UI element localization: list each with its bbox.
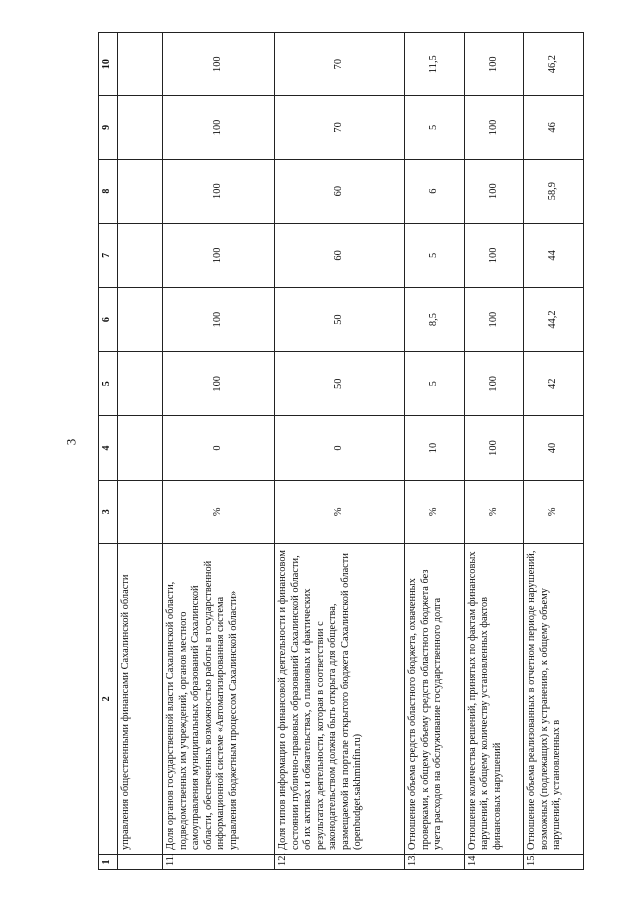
value-cell: 100: [464, 352, 524, 416]
row-number: 14: [464, 854, 524, 869]
value-cell: 100: [163, 33, 275, 96]
value-cell: 100: [464, 223, 524, 287]
indicator-text: Отношение количества решений, принятых по фактам финансовых нарушений, к общему количеству установленных фактов финансовых нарушений: [464, 543, 524, 854]
value-cell: 100: [163, 159, 275, 223]
value-cell: 5: [405, 352, 465, 416]
header-cell: 9: [99, 96, 118, 159]
unit-cell: %: [464, 480, 524, 543]
indicator-text: Отношение объема средств областного бюджета, охваченных проверками, к общему объему средств областного бюджета без учета расходов на обслуживание государственного долга: [405, 543, 465, 854]
header-cell: 3: [99, 480, 118, 543]
value-cell: 100: [464, 96, 524, 159]
value-cell: 70: [275, 96, 405, 159]
value-cell: [118, 96, 163, 159]
value-cell: 42: [524, 352, 584, 416]
value-cell: 100: [163, 96, 275, 159]
value-cell: 6: [405, 159, 465, 223]
value-cell: [118, 223, 163, 287]
value-cell: 100: [464, 287, 524, 351]
rotated-page-content: [98, 32, 584, 870]
header-cell: 7: [99, 223, 118, 287]
table-row-12: [275, 33, 405, 870]
value-cell: 46: [524, 96, 584, 159]
row-number: 15.: [524, 854, 584, 869]
unit-cell: %: [524, 480, 584, 543]
value-cell: 44: [524, 223, 584, 287]
value-cell: 100: [464, 33, 524, 96]
value-cell: 0: [163, 416, 275, 480]
value-cell: 5: [405, 223, 465, 287]
table-row-14: [464, 33, 524, 870]
unit-cell: %: [163, 480, 275, 543]
value-cell: 100: [163, 287, 275, 351]
value-cell: 100: [464, 159, 524, 223]
row-number: [118, 854, 163, 869]
indicator-text: Доля типов информации о финансовой деятельности и финансовом состоянии публично-правовых образований Сахалинской области, об их активах и обязательствах, о плановых и фактических результатах деятельности, которая в соответствии с законодательством должна быть открыта для общества, размещаемой на портале открытого бюджета Сахалинской области (openbudget.sakhminfin.ru): [275, 543, 405, 854]
value-cell: 50: [275, 352, 405, 416]
value-cell: 5: [405, 96, 465, 159]
header-cell: 4: [99, 416, 118, 480]
value-cell: 46,2: [524, 33, 584, 96]
row-number: 13.: [405, 854, 465, 869]
header-row: [99, 33, 118, 870]
value-cell: 58,9: [524, 159, 584, 223]
header-cell: 6: [99, 287, 118, 351]
page-number: 3: [63, 438, 79, 446]
value-cell: 100: [464, 416, 524, 480]
value-cell: [118, 159, 163, 223]
value-cell: [118, 33, 163, 96]
value-cell: 8,5: [405, 287, 465, 351]
value-cell: [118, 287, 163, 351]
value-cell: 70: [275, 33, 405, 96]
indicators-table: [98, 32, 584, 870]
value-cell: 0: [275, 416, 405, 480]
table-row-15: [524, 33, 584, 870]
value-cell: [118, 480, 163, 543]
header-cell: 1: [99, 854, 118, 869]
value-cell: 60: [275, 223, 405, 287]
value-cell: 44,2: [524, 287, 584, 351]
value-cell: [118, 352, 163, 416]
unit-cell: %: [275, 480, 405, 543]
value-cell: 100: [163, 352, 275, 416]
header-cell: 10: [99, 33, 118, 96]
value-cell: 50: [275, 287, 405, 351]
indicator-text: Отношение объема реализованных в отчетном периоде нарушений, возможных (подлежащих) к устранению, к общему объему нарушений, установленных в: [524, 543, 584, 854]
value-cell: 100: [163, 223, 275, 287]
table-row-11: [163, 33, 275, 870]
value-cell: 10: [405, 416, 465, 480]
header-cell: 5: [99, 352, 118, 416]
row-number: 11.: [163, 854, 275, 869]
value-cell: 60: [275, 159, 405, 223]
table-row-13: [405, 33, 465, 870]
header-cell: 2: [99, 543, 118, 854]
value-cell: [118, 416, 163, 480]
value-cell: 40: [524, 416, 584, 480]
row-number: 12.: [275, 854, 405, 869]
indicator-text: Доля органов государственной власти Сахалинской области, подведомственных им учреждений, органов местного самоуправления муниципальных образований Сахалинской области, обеспеченных возможностью работы в государственной информационной системе «Автоматизированная система управления бюджетным процессом Сахалинской области»: [163, 543, 275, 854]
indicator-text: управления общественными финансами Сахалинской области: [118, 543, 163, 854]
value-cell: 11,5: [405, 33, 465, 96]
table-row-continuation: [118, 33, 163, 870]
unit-cell: %: [405, 480, 465, 543]
header-cell: 8: [99, 159, 118, 223]
